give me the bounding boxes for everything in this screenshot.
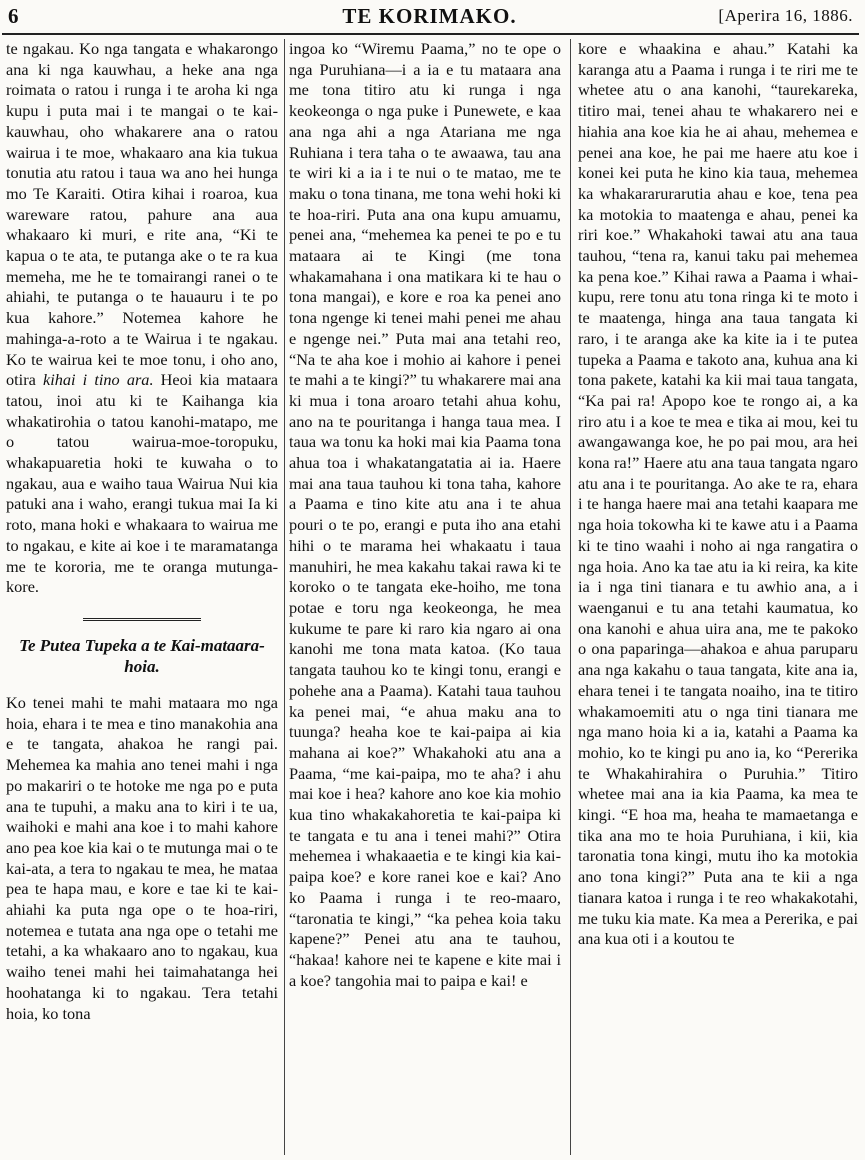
section-title: Te Putea Tupeka a te Kai-mataara-hoia. — [19, 635, 265, 676]
paragraph-text: te ngakau. Ko nga tangata e whakarongo ana ki nga kauwhau, a heke ana nga roimata o ratou i runga i te aroha ki nga kupu i puta mai i te mangai o te kai-kauwhau, oho whakarere ana o ratou wairua i te moe, whakaaro ana kia tukua tonutia atu ratou i taua wa ano hei hunga mo Te Karaiti. Otira kihai i roaroa, kua wareware ratou, pahure ana aua whakaaro ki muri, e rite ana, “Ki te kapua o te ata, te putanga ake o te ra kua memeha, me he te tomairangi ranei o te ahiahi, te putanga o te hauauru i te po kua kahore.” Notemea kahore he mahinga-a-roto a te Wairua i te ngakau. Ko te wairua kei te moe tonu, i oho ano, otira — [6, 39, 278, 390]
masthead-title: TE KORIMAKO. — [342, 4, 517, 28]
header-rule — [2, 33, 859, 35]
article-paragraph — [6, 39, 278, 598]
column-divider-2 — [570, 39, 571, 1155]
issue-date: [Aperira 16, 1886. — [718, 6, 853, 25]
emphasized-text: kihai i tino ara. — [42, 370, 154, 390]
column-1 — [6, 39, 278, 1155]
column-2 — [289, 39, 561, 1155]
page-header — [6, 4, 853, 32]
page-number: 6 — [8, 4, 19, 28]
paragraph-text: Heoi kia mataara tatou, inoi atu ki te Kaihanga kia whakatirohia o tatou kanohi-matapo, me o tatou wairua-moe-toropuku, whakapuaretia hoki te kuwaha o to ngakau, aua e waiho taua Wairua Nui kia patuki ana i waho, erangi tukua mai Ia ki roto, mana hoki e whakaara to wairua me to ngakau, e kite ai koe i te maramatanga me te kororia, me te oranga mutunga-kore. — [6, 370, 278, 597]
column-divider-1 — [284, 39, 285, 1155]
section-divider — [83, 618, 201, 623]
article-paragraph: Ko tenei mahi te mahi mataara mo nga hoia, ehara i te mea e tino manakohia ana e te tangata, ahakoa he rangi pai. Mehemea ka mahia ano tenei mahi i nga po makariri o te hotoke me nga po e puta ana te tupuhi, a maku ana to kiri i te ua, waihoki e mahi ana koe i to mahi kahore ano pea koe kia kai o te mutunga mai o te kai-ata, a tera to ngakau te mea, he mataa pea te hapa mau, e kore e tae ki te kai-ahiahi ka puta nga ope o te hoa-riri, notemea e tutata ana nga ope o tetahi me tetahi, a ka whakaaro ano to ngakau, kua waiho tenei mahi hei taimahatanga hei hoohatanga ki to ngakau. Tera tetahi hoia, ko tona — [6, 692, 278, 1023]
article-paragraph: kore e whaakina e ahau.” Katahi ka karanga atu a Paama i runga i te riri me te whetee atu o ana kanohi, “taurekareka, titiro mai, tenei ahau te whakarero nei e hiahia ana koe kia he ai ahau, mehemea e penei ana koe, he pai me haere atu koe i konei kei puta he kino kia taua, mehemea ka whakararurarutia ahau e koe, tena pea ka motokia to maatenga e ahau, penei ka riri koe.” Whakahoki tawai atu ana taua tauhou, “tena ra, kanui taku pai mehemea ka pena koe.” Kihai rawa a Paama i whai-kupu, rere tonu atu tona ringa ki te moto i te maatenga, hinga ana taua tangata ki raro, i te aranga ake ka kite ia i te putea tupeka a Paama e takoto ana, kuhua ana ki tona pakete, katahi ka kii mai taua tangata, “Ka pai ra! Apopo koe te rongo ai, a ka riro atu i a koe te mea e tika ai mou, kei tu awangawanga koe, he po pai mou, ara hei kona ra!” Haere atu ana taua tangata ngaro atu ana i te pouritanga. Ao ake te ra, ehara i te hanga haere mai ana tetahi kaapara me nga hoia tokowha ki te kawe atu i a Paama ki te tino waahi i noho ai nga rangatira o nga hoia. Ano ka tae atu ia ki reira, ka kite ia i nga tini tianara e tu awhio ana, a i waenganui e tu ana tetahi kaumatua, ko ona kanohi e ahua uira ana, me te pakoko o ona paparinga—ahakoa e ahua paruparu ana nga kakahu o taua tangata, kite ana ia, ehara tenei i te tangata noaiho, ina te titiro whakamoemiti atu o nga tini tianara me nga mano hoia ki a ia, katahi a Paama ka mohio, ko te kingi pu ano ia, ko “Pererika te Whakahirahira o Puruhia.” Titiro whetee mai ana ia kia Paama, ka mea te kingi. “E hoa ma, heaha te mamaetanga e tika ana mo te hoia Puruhiana, i kii, kia taronatia tona kingi, mutu iho ka motokia ano tona kingi?” Puta ana te kii a nga tianara katoa i runga i te reo whakakotahi, me tuku kia mate. Ka mea a Pererika, e pai ana kua oti i a koutou te — [578, 39, 858, 949]
column-3 — [578, 39, 858, 1155]
article-paragraph: ingoa ko “Wiremu Paama,” no te ope o nga Puruhiana—i a ia e tu mataara ana me tona titiro atu ki runga i nga keokeonga o nga puke i Punewete, e kaa ana nga ahi a nga Atariana me nga Ruhiana i tera taha o te awaawa, tau ana te wiri ki a ia i te nui o te matao, me te maku o tona tinana, me tona wehi hoki ki te hoa-riri. Puta ana ona kupu amuamu, penei ana, “mehemea ka penei te po e tu mataara ai te Kingi (me tona whakamahana i ona matikara ki te hau o tona mangai), e kore e roa ka penei ano tona ngenge ki tenei mahi penei me ahau e ngenge nei.” Puta mai ana tetahi reo, “Na te aha koe i mohio ai kahore i penei te mahi a te kingi?” tu whakarere mai ana ki mua i tona aroaro tetahi ahua kohu, ano na te pouritanga i hanga taua mea. I taua wa tonu ka hoki mai kia Paama tona ahua toa i whakatangatatia ai ia. Haere mai ana taua tauhou ki tona taha, kahore a Paama e tino kite atu ana i te ahua pouri o te po, erangi e puta iho ana etahi hihi o te marama hei whakaatu i taua manuhiri, he mea kakahu takai rawa ki te koroko o te tangata eke-hoiho, me tona potae e toru nga keokeonga, he mea kukume te pare ki raro kia ngaro ai ona kanohi me tona mata katoa. (Ko taua tangata tauhou ko te kingi tonu, erangi e pohehe ana a Paama). Katahi taua tauhou ka penei mai, “e ahua maku ana to tuunga? heaha koe te kai-paipa ai kia mahana ai koe?” Whakahoki atu ana a Paama, “me kai-paipa, mo te aha? i ahu mai koe i hea? kahore ano koe kia mohio kua tino whakakahoretia te kai-paipa ki te tangata e tu ana i tenei mahi?” Otira mehemea i whakaaetia e te kingi kia kai-paipa koe? e kore ranei koe e kai? Ano ko Paama i runga i te reo-maaro, “taronatia te kingi,” “ka pehea koia taku kapene?” Penei atu ana te tauhou, “hakaa! kahore nei te kapene e kite mai i a koe? tangohia mai to paipa e kai! e — [289, 39, 561, 990]
